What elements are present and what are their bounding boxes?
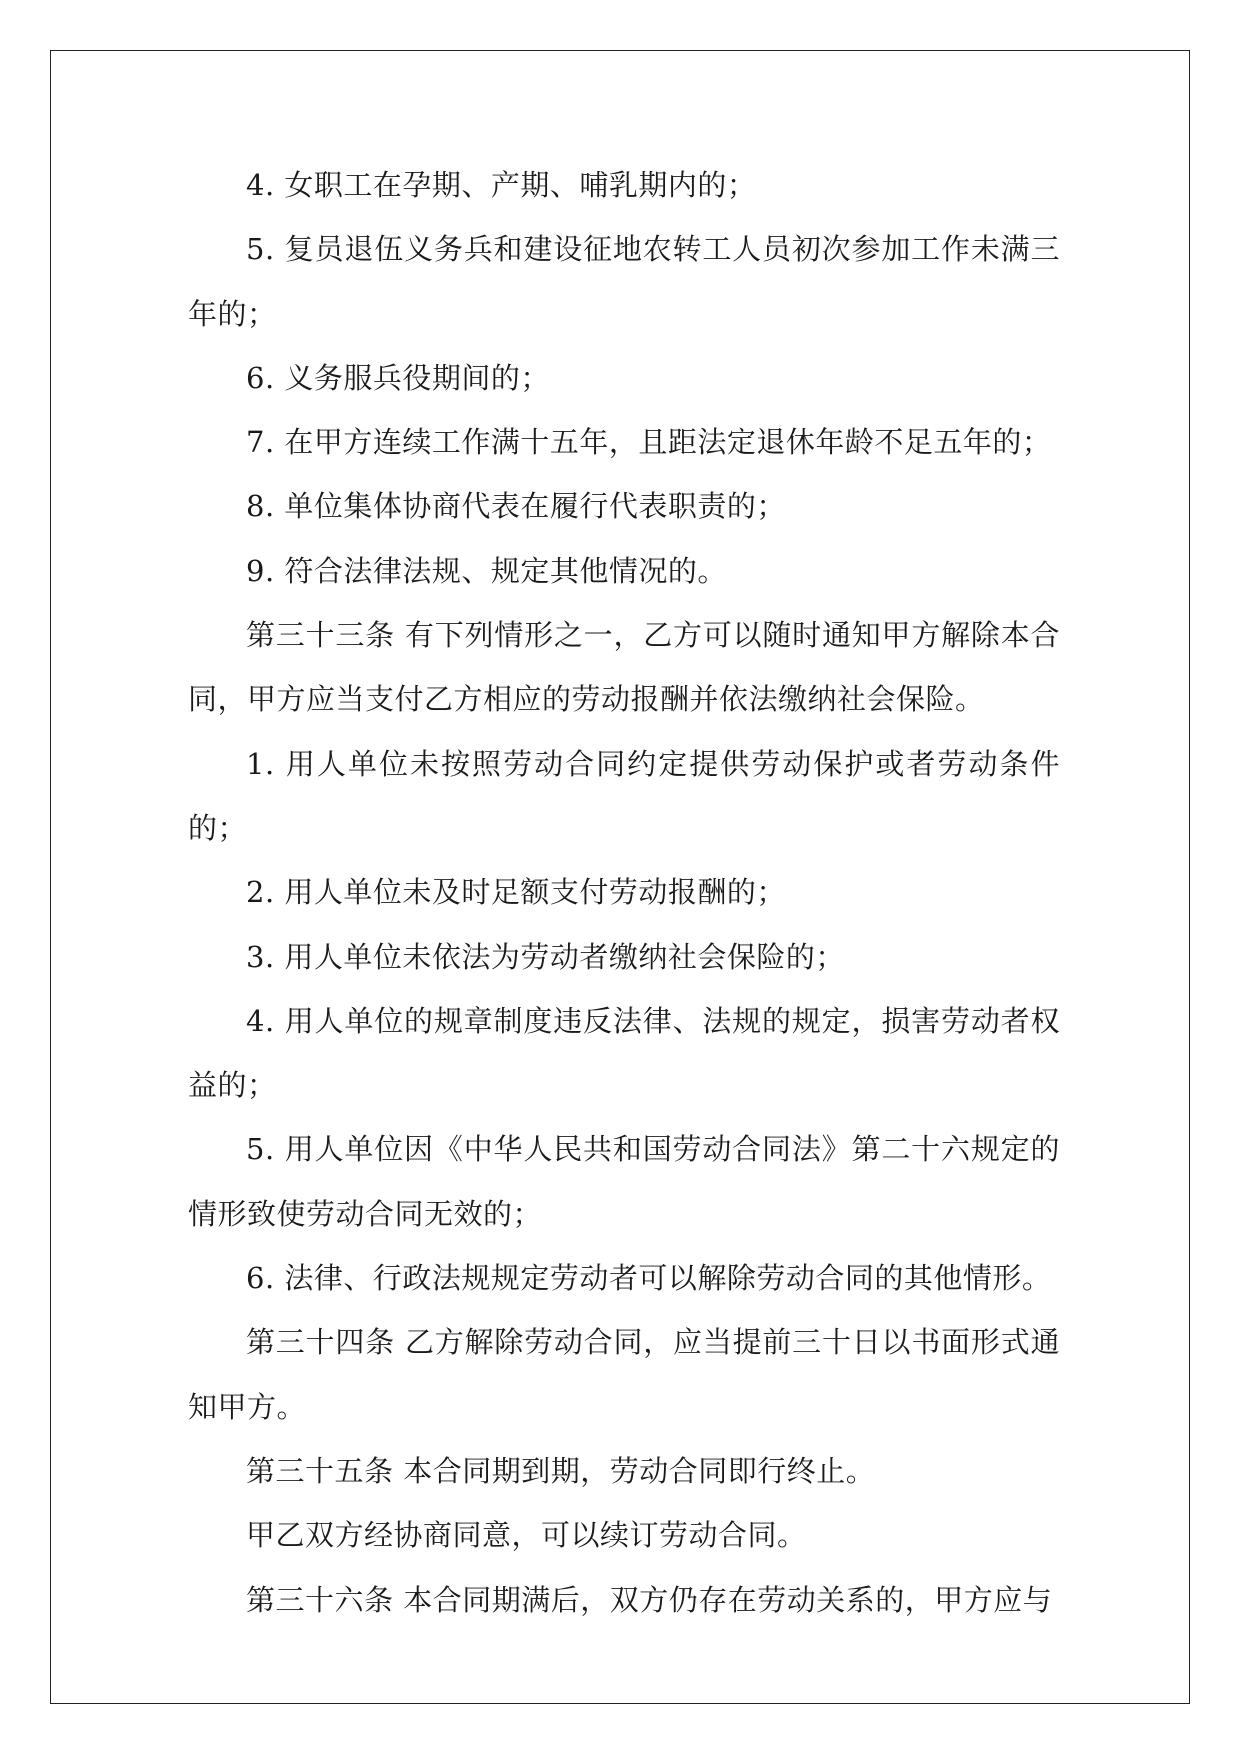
paragraph-article-34: 第三十四条 乙方解除劳动合同，应当提前三十日以书面形式通知甲方。 <box>188 1325 1060 1424</box>
paragraph-article-33-item-2: 2. 用人单位未及时足额支付劳动报酬的； <box>246 875 786 910</box>
paragraph-item-6-military-service: 6. 义务服兵役期间的； <box>246 360 550 395</box>
paragraph-item-7-fifteen-years: 7. 在甲方连续工作满十五年，且距法定退休年龄不足五年的； <box>246 425 1052 460</box>
paragraph-renewal: 甲乙双方经协商同意，可以续订劳动合同。 <box>246 1518 807 1553</box>
document-body <box>188 153 1060 1632</box>
paragraph-item-5-veterans: 5. 复员退伍义务兵和建设征地农转工人员初次参加工作未满三年的； <box>188 232 1060 331</box>
paragraph-article-35: 第三十五条 本合同期到期，劳动合同即行终止。 <box>246 1453 876 1488</box>
paragraph-article-33: 第三十三条 有下列情形之一，乙方可以随时通知甲方解除本合同，甲方应当支付乙方相应的劳动报酬并依法缴纳社会保险。 <box>188 618 1060 717</box>
paragraph-article-33-item-3: 3. 用人单位未依法为劳动者缴纳社会保险的； <box>246 939 845 974</box>
paragraph-article-33-item-6: 6. 法律、行政法规规定劳动者可以解除劳动合同的其他情形。 <box>246 1261 1052 1296</box>
paragraph-article-33-item-1: 1. 用人单位未按照劳动合同约定提供劳动保护或者劳动条件的； <box>188 746 1060 845</box>
paragraph-article-36: 第三十六条 本合同期满后，双方仍存在劳动关系的，甲方应与 <box>246 1582 1053 1617</box>
paragraph-item-8-representative: 8. 单位集体协商代表在履行代表职责的； <box>246 489 786 524</box>
paragraph-article-33-item-4: 4. 用人单位的规章制度违反法律、法规的规定，损害劳动者权益的； <box>188 1003 1060 1103</box>
paragraph-article-33-item-5: 5. 用人单位因《中华人民共和国劳动合同法》第二十六规定的情形致使劳动合同无效的； <box>188 1132 1060 1231</box>
paragraph-item-4-female-workers: 4. 女职工在孕期、产期、哺乳期内的； <box>246 168 757 202</box>
paragraph-item-9-other: 9. 符合法律法规、规定其他情况的。 <box>246 553 727 588</box>
